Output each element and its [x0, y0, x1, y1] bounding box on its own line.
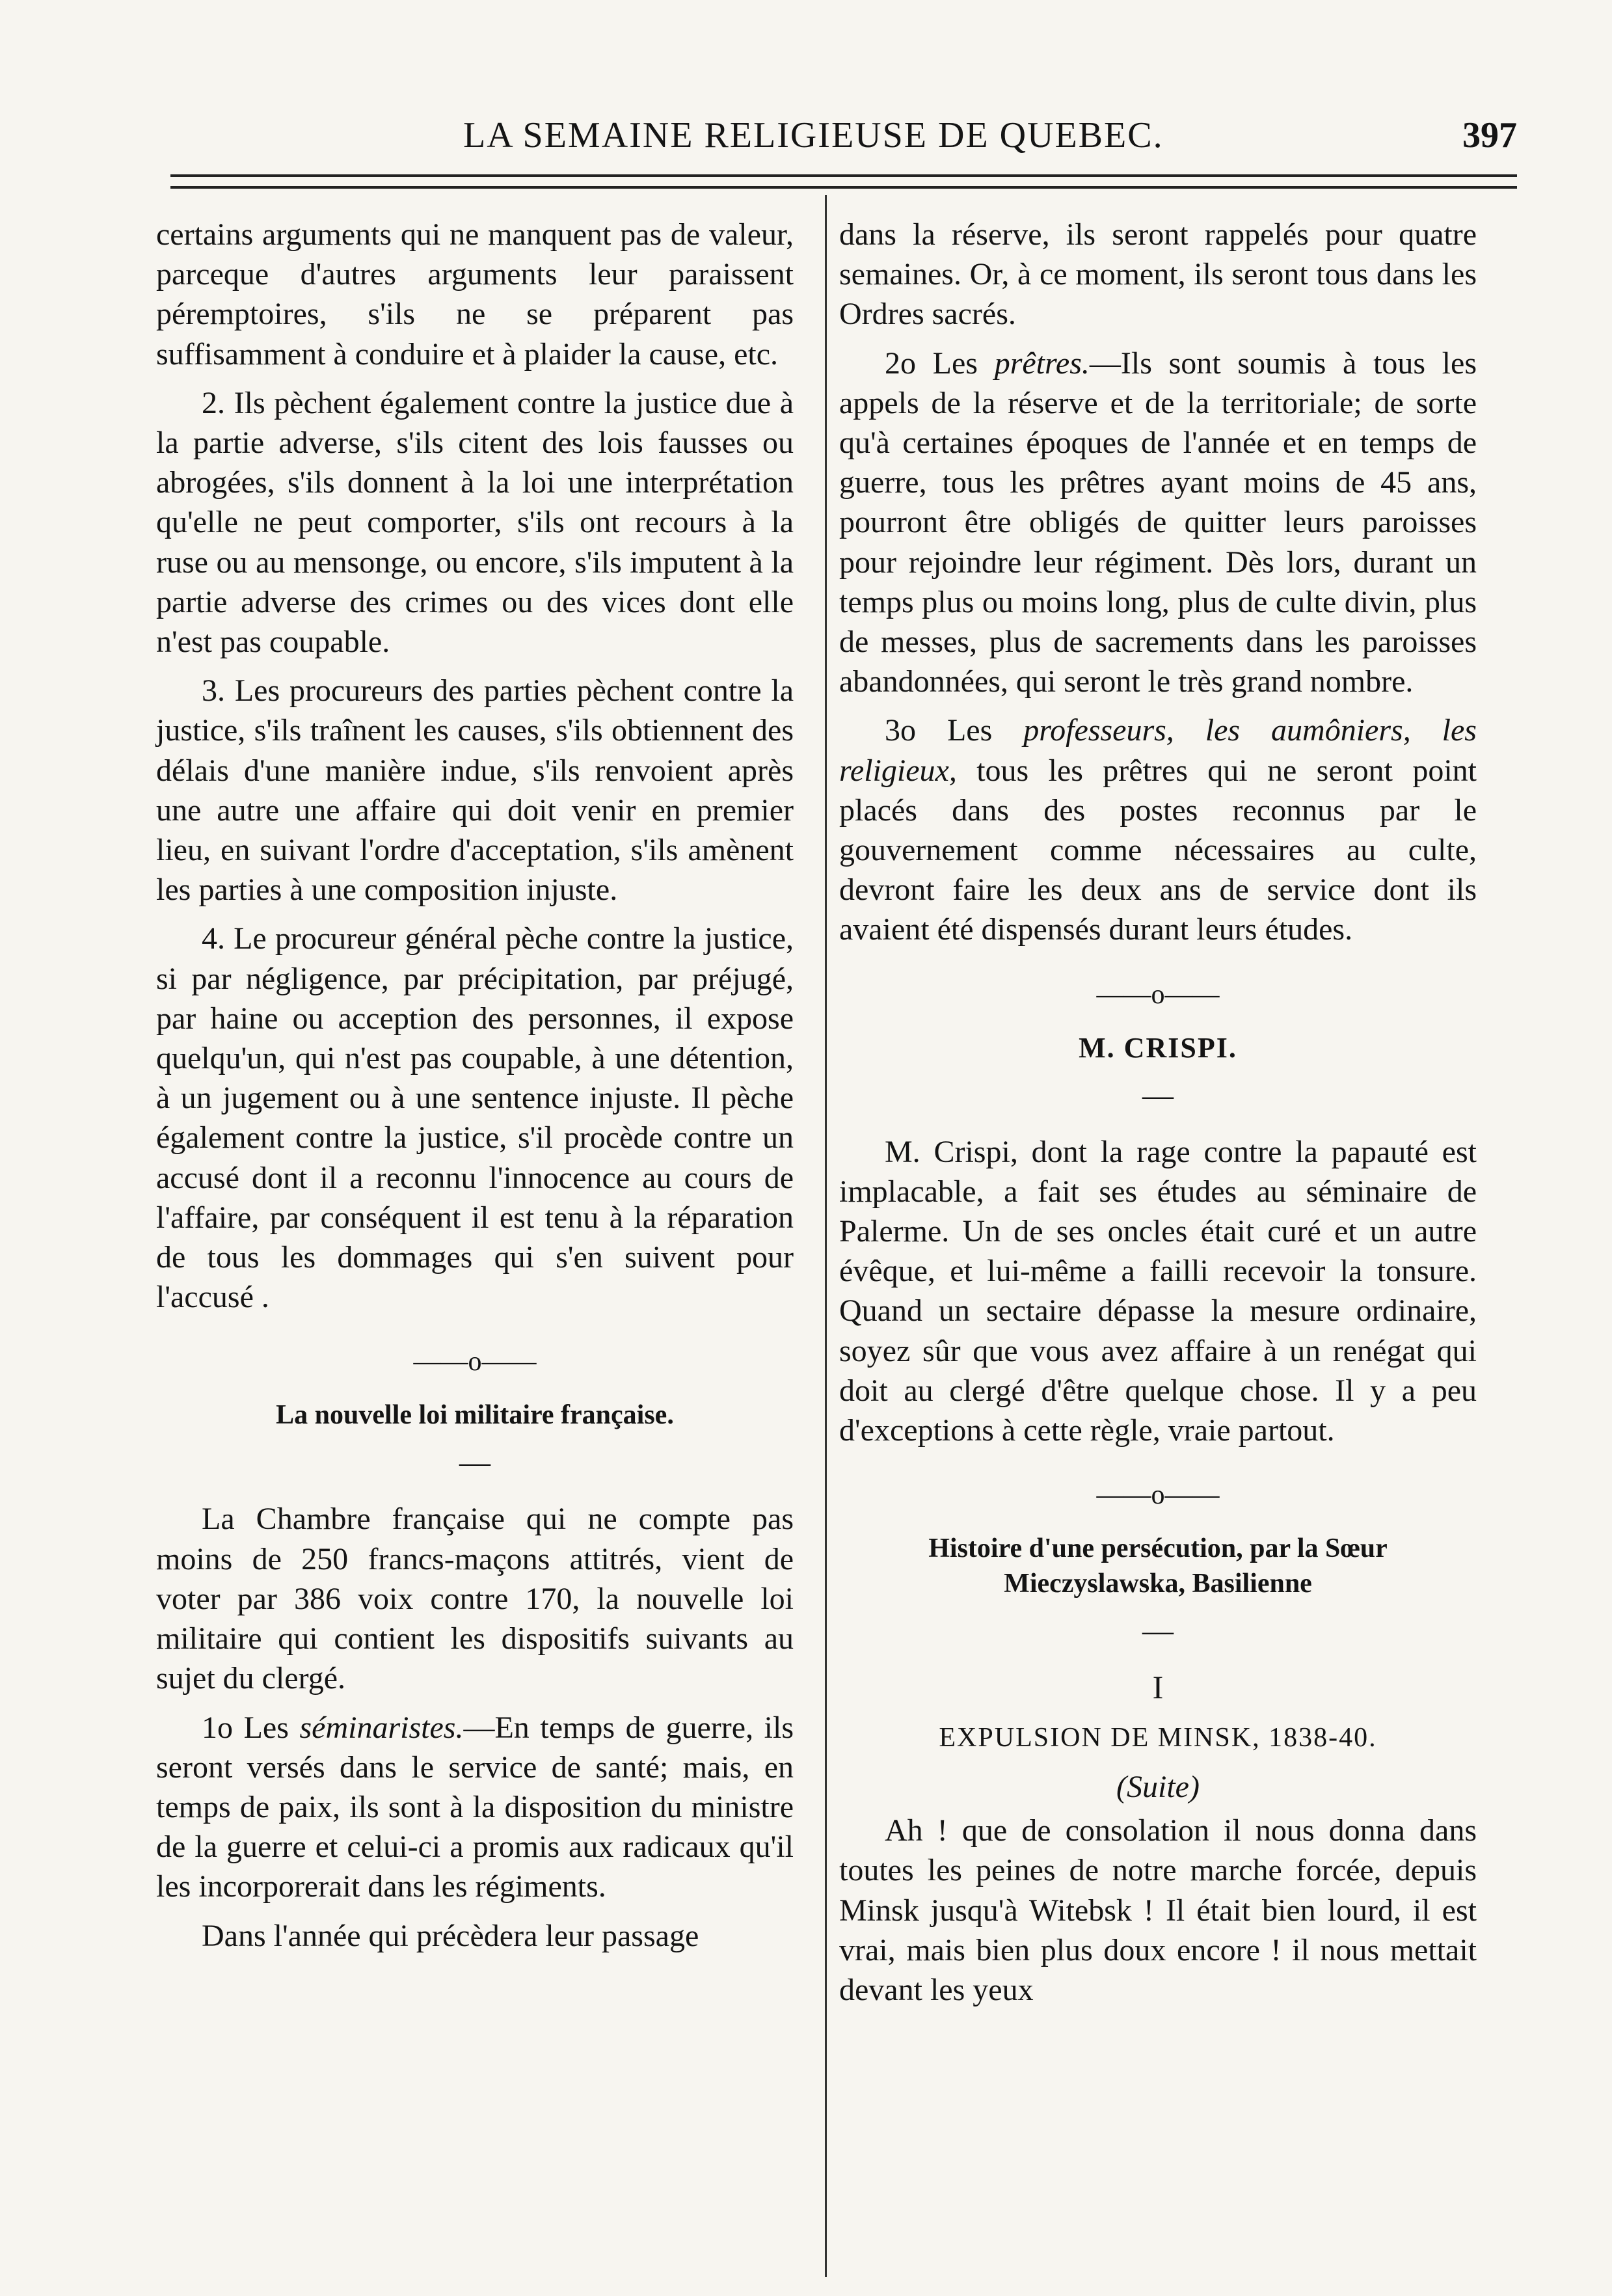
chapter-number: I — [1152, 1669, 1164, 1706]
paragraph: Dans l'année qui précèdera leur passage — [202, 1918, 699, 1953]
right-column — [839, 215, 1477, 2010]
paragraph: La Chambre française qui ne compte pas moins de 250 francs-maçons attitrés, vient de voter par 386 voix contre 170, la nouvelle loi militaire qui contient les dispositifs suivants au sujet du clergé. — [156, 1502, 794, 1696]
paragraph-rest: —En temps de guerre, ils seront versés dans le service de santé; mais, en temps de paix, ils sont à la disposition du ministre de la guerre et celui-ci a promis aux radicaux qu'il les incorporerait dans les régiments. — [156, 1710, 794, 1904]
left-column — [156, 215, 794, 1956]
paragraph: dans la réserve, ils seront rappelés pour quatre semaines. Or, à ce moment, ils seront tous dans les Ordres sacrés. — [839, 217, 1477, 332]
paragraph-lead: 3o Les — [885, 713, 1024, 748]
paragraph-lead: 2o Les — [885, 345, 995, 381]
article-heading-line: Mieczyslawska, Basilienne — [1004, 1569, 1312, 1599]
paragraph: Ah ! que de consolation il nous donna dans toutes les peines de notre marche forcée, depuis Minsk jusqu'à Witebsk ! Il était bien lourd, il est vrai, mais bien plus doux encore ! il nous mettait devant les yeux — [839, 1813, 1477, 2008]
paragraph-italic: prêtres. — [994, 345, 1090, 381]
article-heading: La nouvelle loi militaire française. — [276, 1400, 674, 1431]
section-separator: ——o—— — [1096, 1480, 1220, 1511]
article-heading: M. CRISPI. — [1079, 1031, 1237, 1064]
paragraph — [156, 1708, 794, 1907]
column-divider — [825, 195, 827, 2277]
paragraph-rest: tous les prêtres qui ne seront point placés dans des postes reconnus par le gouvernement comme nécessaires au culte, devront faire les deux ans de service dont ils avaient été dispensés durant leurs études. — [839, 753, 1477, 947]
chapter-title: EXPULSION DE MINSK, 1838-40. — [939, 1723, 1377, 1753]
section-separator: ——o—— — [1096, 979, 1220, 1010]
paragraph-rest: —Ils sont soumis à tous les appels de la réserve et de la territoriale; de sorte qu'à certaines époques de l'année et en temps de guerre, tous les prêtres ayant moins de 45 ans, pourront être obligés de quitter leurs paroisses pour rejoindre leur régiment. Dès lors, durant un temps plus ou moins long, plus de culte divin, plus de messes, plus de sacrements dans les paroisses abandonnées, qui seront le très grand nombre. — [839, 345, 1477, 699]
heading-dash: — — [459, 1445, 490, 1480]
paragraph-italic: professeurs, les aumôniers, les religieux, — [839, 713, 1477, 788]
paragraph: 3. Les procureurs des parties pèchent contre la justice, s'ils traînent les causes, s'ils obtiennent des délais d'une manière indue, s'ils renvoient après une autre une affaire qui doit venir en premier lieu, en suivant l'ordre d'acceptation, s'ils amènent les parties à une composition injuste. — [156, 673, 794, 908]
paragraph: certains arguments qui ne manquent pas de valeur, parceque d'autres arguments leur paraissent péremptoires, s'ils ne se préparent pas suffisamment à conduire et à plaider la cause, etc. — [156, 217, 794, 371]
article-heading — [839, 1531, 1477, 1601]
paragraph: 4. Le procureur général pèche contre la justice, si par négligence, par précipitation, par préjugé, par haine ou acception des personnes, il expose quelqu'un, qui n'est pas coupable, à une détention, à un jugement ou à une sentence injuste. Il pèche également contre la justice, s'il procède contre un accusé dont il a reconnu l'innocence au cours de l'affaire, par conséquent il est tenu à la réparation de tous les dommages qui s'en suivent pour l'accusé . — [156, 921, 794, 1315]
paragraph: M. Crispi, dont la rage contre la papauté est implacable, a fait ses études au séminaire de Palerme. Un de ses oncles était curé et un autre évêque, et lui-même a failli recevoir la tonsure. Quand un sectaire dépasse la mesure ordinaire, soyez sûr que vous avez affaire à un renégat qui doit au clergé d'être quelque chose. Il y a peu d'exceptions à cette règle, vraie partout. — [839, 1134, 1477, 1448]
page-number: 397 — [1462, 115, 1517, 155]
paragraph-italic: séminaristes. — [299, 1710, 464, 1745]
section-separator: ——o—— — [413, 1347, 537, 1377]
heading-dash: — — [1142, 1614, 1174, 1649]
header-rule — [170, 174, 1517, 189]
paragraph-lead: 1o Les — [202, 1710, 300, 1745]
paragraph: 2. Ils pèchent également contre la justice due à la partie adverse, s'ils citent des lois fausses ou abrogées, s'ils donnent à la loi une interprétation qu'elle ne peut comporter, s'ils ont recours à la ruse ou au mensonge, ou encore, s'ils imputent à la partie adverse des crimes ou des vices dont elle n'est pas coupable. — [156, 385, 794, 660]
paragraph — [839, 344, 1477, 702]
page-header — [170, 109, 1517, 161]
continued-label: (Suite) — [1116, 1770, 1200, 1805]
paragraph — [839, 710, 1477, 949]
heading-dash: — — [1142, 1077, 1174, 1113]
article-heading-line: Histoire d'une persécution, par la Sœur — [928, 1533, 1388, 1564]
running-title: LA SEMAINE RELIGIEUSE DE QUEBEC. — [463, 115, 1164, 155]
